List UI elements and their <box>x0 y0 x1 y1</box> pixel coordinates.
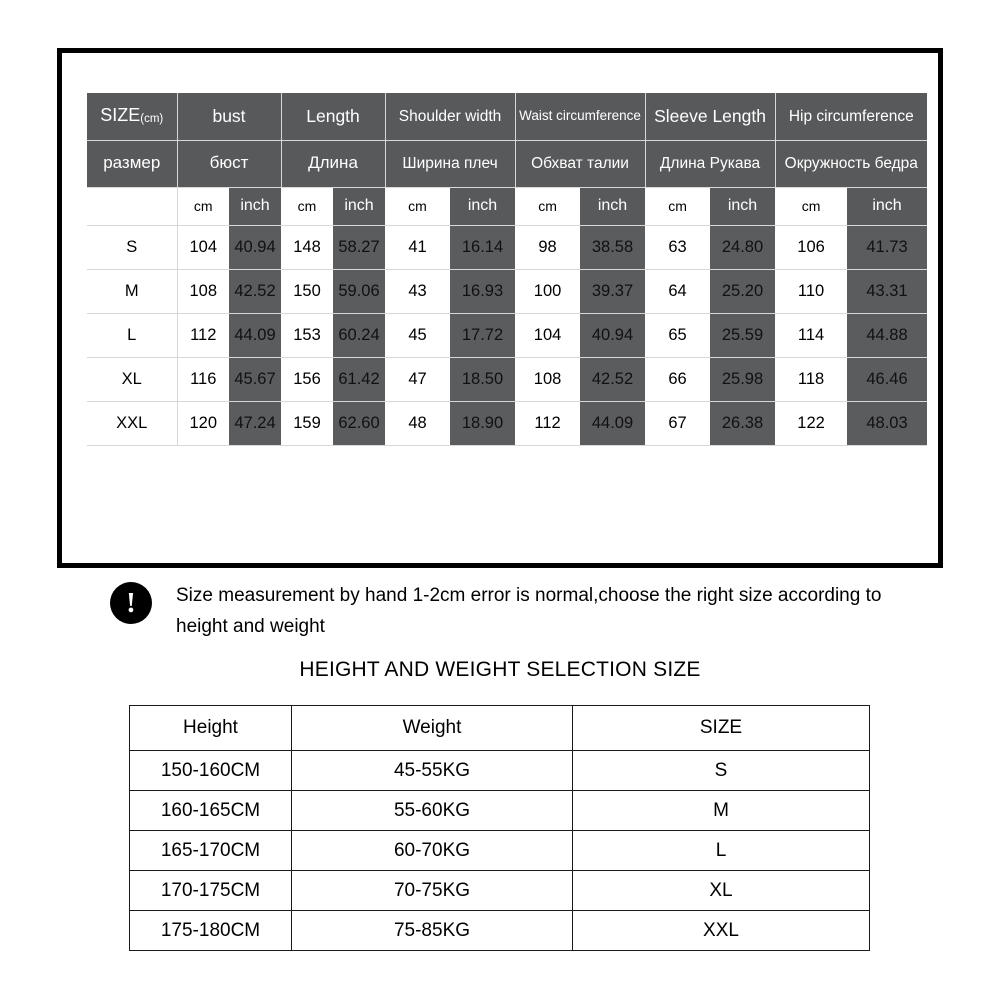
cell-bust-cm: 116 <box>177 357 229 401</box>
unit-shoulder-inch: inch <box>450 187 515 225</box>
header-size-unit: (cm) <box>140 113 164 126</box>
hw-cell-height: 175-180CM <box>130 911 292 951</box>
cell-waist-cm: 108 <box>515 357 580 401</box>
cell-shoulder-in: 18.50 <box>450 357 515 401</box>
unit-blank-cell <box>87 187 177 225</box>
cell-shoulder-cm: 47 <box>385 357 450 401</box>
hw-row <box>130 791 870 831</box>
exclamation-icon: ! <box>110 582 152 624</box>
cell-hip-in: 43.31 <box>847 269 927 313</box>
hw-cell-weight: 70-75KG <box>292 871 573 911</box>
height-weight-table <box>129 705 870 951</box>
cell-waist-in: 40.94 <box>580 313 645 357</box>
hw-cell-size: M <box>573 791 870 831</box>
cell-waist-cm: 98 <box>515 225 580 269</box>
cell-hip-in: 41.73 <box>847 225 927 269</box>
cell-sleeve-in: 24.80 <box>710 225 775 269</box>
header-sleeve-ru: Длина Рукава <box>645 140 775 187</box>
cell-shoulder-in: 17.72 <box>450 313 515 357</box>
cell-sleeve-cm: 65 <box>645 313 710 357</box>
cell-hip-cm: 106 <box>775 225 847 269</box>
measurement-note-text: Size measurement by hand 1-2cm error is normal,choose the right size according to height and weight <box>176 585 882 637</box>
cell-length-in: 59.06 <box>333 269 385 313</box>
cell-bust-cm: 120 <box>177 401 229 445</box>
cell-bust-cm: 108 <box>177 269 229 313</box>
hw-cell-size: L <box>573 831 870 871</box>
header-length-en: Length <box>281 93 385 140</box>
hw-cell-size: XL <box>573 871 870 911</box>
cell-sleeve-cm: 66 <box>645 357 710 401</box>
size-chart-frame <box>57 48 943 568</box>
cell-bust-in: 44.09 <box>229 313 281 357</box>
size-row <box>87 357 927 401</box>
hw-row <box>130 751 870 791</box>
hw-cell-weight: 60-70KG <box>292 831 573 871</box>
cell-sleeve-in: 25.98 <box>710 357 775 401</box>
hw-row <box>130 871 870 911</box>
cell-length-in: 60.24 <box>333 313 385 357</box>
cell-shoulder-in: 18.90 <box>450 401 515 445</box>
size-row <box>87 401 927 445</box>
hw-row <box>130 911 870 951</box>
size-row <box>87 225 927 269</box>
header-waist-en: Waist circumference <box>515 93 645 140</box>
cell-hip-cm: 122 <box>775 401 847 445</box>
unit-row <box>87 187 927 225</box>
hw-header-row <box>130 706 870 751</box>
cell-bust-in: 40.94 <box>229 225 281 269</box>
hw-col-weight: Weight <box>292 706 573 751</box>
header-row-russian <box>87 140 927 187</box>
header-shoulder-en: Shoulder width <box>385 93 515 140</box>
cell-bust-in: 45.67 <box>229 357 281 401</box>
cell-shoulder-cm: 45 <box>385 313 450 357</box>
cell-shoulder-in: 16.14 <box>450 225 515 269</box>
hw-cell-height: 150-160CM <box>130 751 292 791</box>
size-label-cell: S <box>87 225 177 269</box>
cell-waist-in: 44.09 <box>580 401 645 445</box>
hw-cell-weight: 75-85KG <box>292 911 573 951</box>
cell-bust-in: 47.24 <box>229 401 281 445</box>
size-label-cell: L <box>87 313 177 357</box>
cell-waist-cm: 112 <box>515 401 580 445</box>
cell-length-cm: 156 <box>281 357 333 401</box>
cell-bust-cm: 112 <box>177 313 229 357</box>
hw-cell-height: 170-175CM <box>130 871 292 911</box>
hw-row <box>130 831 870 871</box>
hw-cell-weight: 55-60KG <box>292 791 573 831</box>
unit-bust-inch: inch <box>229 187 281 225</box>
cell-sleeve-in: 25.59 <box>710 313 775 357</box>
header-shoulder-ru: Ширина плеч <box>385 140 515 187</box>
cell-waist-in: 42.52 <box>580 357 645 401</box>
size-label-cell: XXL <box>87 401 177 445</box>
cell-hip-cm: 110 <box>775 269 847 313</box>
cell-bust-cm: 104 <box>177 225 229 269</box>
hw-cell-height: 160-165CM <box>130 791 292 831</box>
cell-length-in: 62.60 <box>333 401 385 445</box>
cell-hip-cm: 118 <box>775 357 847 401</box>
cell-hip-in: 44.88 <box>847 313 927 357</box>
header-size-ru: размер <box>87 140 177 187</box>
header-row-english <box>87 93 927 140</box>
size-chart-table <box>87 93 927 446</box>
size-label-cell: M <box>87 269 177 313</box>
cell-waist-cm: 104 <box>515 313 580 357</box>
hw-cell-height: 165-170CM <box>130 831 292 871</box>
header-hip-ru: Окружность бедра <box>775 140 927 187</box>
cell-waist-in: 38.58 <box>580 225 645 269</box>
header-size-en-label: SIZE <box>100 105 141 126</box>
cell-waist-in: 39.37 <box>580 269 645 313</box>
header-length-ru: Длина <box>281 140 385 187</box>
header-bust-en: bust <box>177 93 281 140</box>
cell-length-cm: 148 <box>281 225 333 269</box>
cell-length-cm: 159 <box>281 401 333 445</box>
height-weight-heading: HEIGHT AND WEIGHT SELECTION SIZE <box>299 658 701 681</box>
cell-length-in: 58.27 <box>333 225 385 269</box>
cell-hip-cm: 114 <box>775 313 847 357</box>
header-sleeve-en: Sleeve Length <box>645 93 775 140</box>
cell-sleeve-cm: 63 <box>645 225 710 269</box>
hw-col-size: SIZE <box>573 706 870 751</box>
cell-hip-in: 46.46 <box>847 357 927 401</box>
size-row <box>87 313 927 357</box>
unit-bust-cm: cm <box>177 187 229 225</box>
unit-length-inch: inch <box>333 187 385 225</box>
cell-length-in: 61.42 <box>333 357 385 401</box>
header-size-en <box>87 93 177 140</box>
measurement-note <box>110 580 940 642</box>
cell-length-cm: 153 <box>281 313 333 357</box>
unit-hip-cm: cm <box>775 187 847 225</box>
unit-sleeve-inch: inch <box>710 187 775 225</box>
unit-sleeve-cm: cm <box>645 187 710 225</box>
hw-cell-weight: 45-55KG <box>292 751 573 791</box>
cell-sleeve-cm: 67 <box>645 401 710 445</box>
cell-bust-in: 42.52 <box>229 269 281 313</box>
cell-sleeve-in: 26.38 <box>710 401 775 445</box>
size-row <box>87 269 927 313</box>
unit-shoulder-cm: cm <box>385 187 450 225</box>
cell-length-cm: 150 <box>281 269 333 313</box>
hw-cell-size: XXL <box>573 911 870 951</box>
unit-waist-cm: cm <box>515 187 580 225</box>
cell-shoulder-in: 16.93 <box>450 269 515 313</box>
hw-cell-size: S <box>573 751 870 791</box>
unit-length-cm: cm <box>281 187 333 225</box>
size-label-cell: XL <box>87 357 177 401</box>
cell-shoulder-cm: 43 <box>385 269 450 313</box>
header-hip-en: Hip circumference <box>775 93 927 140</box>
cell-shoulder-cm: 41 <box>385 225 450 269</box>
cell-waist-cm: 100 <box>515 269 580 313</box>
hw-col-height: Height <box>130 706 292 751</box>
cell-sleeve-cm: 64 <box>645 269 710 313</box>
unit-waist-inch: inch <box>580 187 645 225</box>
cell-shoulder-cm: 48 <box>385 401 450 445</box>
unit-hip-inch: inch <box>847 187 927 225</box>
header-bust-ru: бюст <box>177 140 281 187</box>
header-waist-ru: Обхват талии <box>515 140 645 187</box>
cell-hip-in: 48.03 <box>847 401 927 445</box>
cell-sleeve-in: 25.20 <box>710 269 775 313</box>
